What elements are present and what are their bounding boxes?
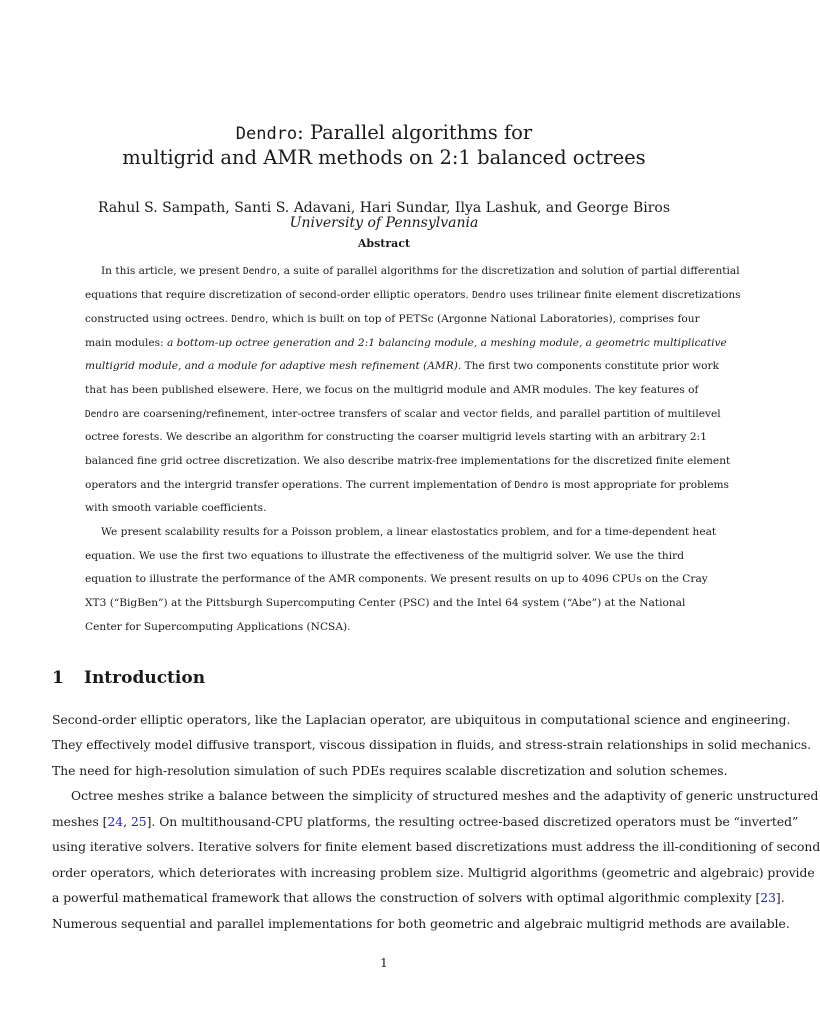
text-line <box>85 406 721 422</box>
text-run: ]. On multithousand-CPU platforms, the resulting octree-based discretized operators must be “inverted” <box>146 815 799 829</box>
section-number: 1 <box>52 668 64 688</box>
text-line <box>101 524 717 540</box>
text-line <box>85 477 729 493</box>
text-line <box>85 335 727 351</box>
text-run: Numerous sequential and parallel implementations for both geometric and algebraic multigrid methods are available. <box>52 917 790 931</box>
text-run: main modules: <box>85 337 167 349</box>
text-line <box>85 358 720 374</box>
text-run: octree forests. We describe an algorithm for constructing the coarser multigrid levels starting with an arbitrary 2:1 <box>85 431 707 443</box>
text-run: operators and the intergrid transfer operations. The current implementation of <box>85 479 515 491</box>
text-run: , which is built on top of PETSc (Argonne National Laboratories), comprises four <box>265 313 700 325</box>
text-run: equation. We use the first two equations to illustrate the effectiveness of the multigrid solver. We use the third <box>85 550 684 562</box>
italic-run: a bottom-up octree generation and 2:1 balancing module, a meshing module, a geometric multiplicative <box>167 337 727 349</box>
citation-link[interactable]: 23 <box>760 891 776 905</box>
text-run: uses trilinear finite element discretizations <box>506 289 741 301</box>
text-run: balanced fine grid octree discretization. We also describe matrix-free implementations for the discretized finite element <box>85 455 731 467</box>
text-line <box>52 812 799 832</box>
text-run: ]. <box>775 891 785 905</box>
text-line <box>85 500 684 516</box>
text-run: a powerful mathematical framework that allows the construction of solvers with optimal algorithmic complexity [ <box>52 891 761 905</box>
page-number: 1 <box>380 956 388 970</box>
code-name: Dendro <box>231 314 266 325</box>
paper-title-line-1 <box>0 121 768 146</box>
code-name: Dendro <box>85 409 119 420</box>
text-run: that has been published elsewere. Here, we focus on the multigrid module and AMR modules. The key features of <box>85 384 699 396</box>
citation-link[interactable]: 25 <box>130 815 147 829</box>
text-run: Center for Supercomputing Applications (NCSA). <box>85 621 351 633</box>
text-run: is most appropriate for problems <box>548 479 729 491</box>
text-run: The need for high-resolution simulation of such PDEs requires scalable discretization and solution schemes. <box>52 764 728 778</box>
title-code-name: Dendro <box>235 124 298 144</box>
text-line <box>85 548 684 564</box>
text-run: The first two components constitute prior work <box>461 360 720 372</box>
text-line <box>85 429 707 445</box>
text-run: We present scalability results for a Poisson problem, a linear elastostatics problem, and for a time-dependent heat <box>101 526 717 538</box>
text-run: meshes [ <box>52 815 108 829</box>
text-line <box>52 914 790 934</box>
text-line <box>52 863 815 883</box>
text-run: with smooth variable coefficients. <box>85 502 267 514</box>
title-text: : Parallel algorithms for <box>297 121 533 144</box>
text-line <box>52 735 812 755</box>
text-run: They effectively model diffusive transport, viscous dissipation in fluids, and stress-strain relationships in solid mechanics. <box>52 738 812 752</box>
text-run: constructed using octrees. <box>85 313 232 325</box>
italic-run: multigrid module, and a module for adaptive mesh refinement (AMR). <box>85 360 462 372</box>
paper-title-line-2: multigrid and AMR methods on 2:1 balanced octrees <box>122 146 646 169</box>
text-line <box>85 571 708 587</box>
text-run: are coarsening/refinement, inter-octree transfers of scalar and vector fields, and parallel partition of multilevel <box>118 408 721 420</box>
text-line <box>85 311 700 327</box>
text-run: order operators, which deteriorates with increasing problem size. Multigrid algorithms (geometric and algebraic) provide <box>52 866 815 880</box>
text-line <box>85 453 731 469</box>
author-list: Rahul S. Sampath, Santi S. Adavani, Hari Sundar, Ilya Lashuk, and George Biros <box>97 200 671 216</box>
text-run: , a suite of parallel algorithms for the discretization and solution of partial differential <box>276 265 740 277</box>
code-name: Dendro <box>514 480 549 491</box>
code-name: Dendro <box>242 266 277 277</box>
text-line <box>85 382 699 398</box>
text-line <box>52 837 820 857</box>
text-line <box>85 287 741 303</box>
section-title: Introduction <box>84 668 206 688</box>
text-run: In this article, we present <box>101 265 243 277</box>
text-line <box>52 710 791 730</box>
text-line <box>71 786 819 806</box>
citation-link[interactable]: 24 <box>107 815 124 829</box>
text-line <box>101 263 740 279</box>
text-run: Octree meshes strike a balance between the simplicity of structured meshes and the adaptivity of generic unstructured <box>71 789 819 803</box>
abstract-heading: Abstract <box>357 237 411 250</box>
text-line <box>52 761 728 781</box>
text-run: equation to illustrate the performance of the AMR components. We present results on up to 4096 CPUs on the Cray <box>85 573 708 585</box>
affiliation: University of Pennsylvania <box>289 215 479 231</box>
text-run: Second-order elliptic operators, like the Laplacian operator, are ubiquitous in computational science and engineering. <box>52 713 791 727</box>
text-run: , <box>123 815 131 829</box>
text-line <box>52 888 785 908</box>
text-run: equations that require discretization of second-order elliptic operators. <box>85 289 473 301</box>
text-run: XT3 (“BigBen”) at the Pittsburgh Supercomputing Center (PSC) and the Intel 64 system (“Abe”) at the National <box>85 597 686 609</box>
text-run: using iterative solvers. Iterative solvers for finite element based discretizations must address the ill-conditioning of second <box>52 840 820 854</box>
text-line <box>85 595 684 611</box>
code-name: Dendro <box>472 290 507 301</box>
text-line <box>85 619 684 635</box>
